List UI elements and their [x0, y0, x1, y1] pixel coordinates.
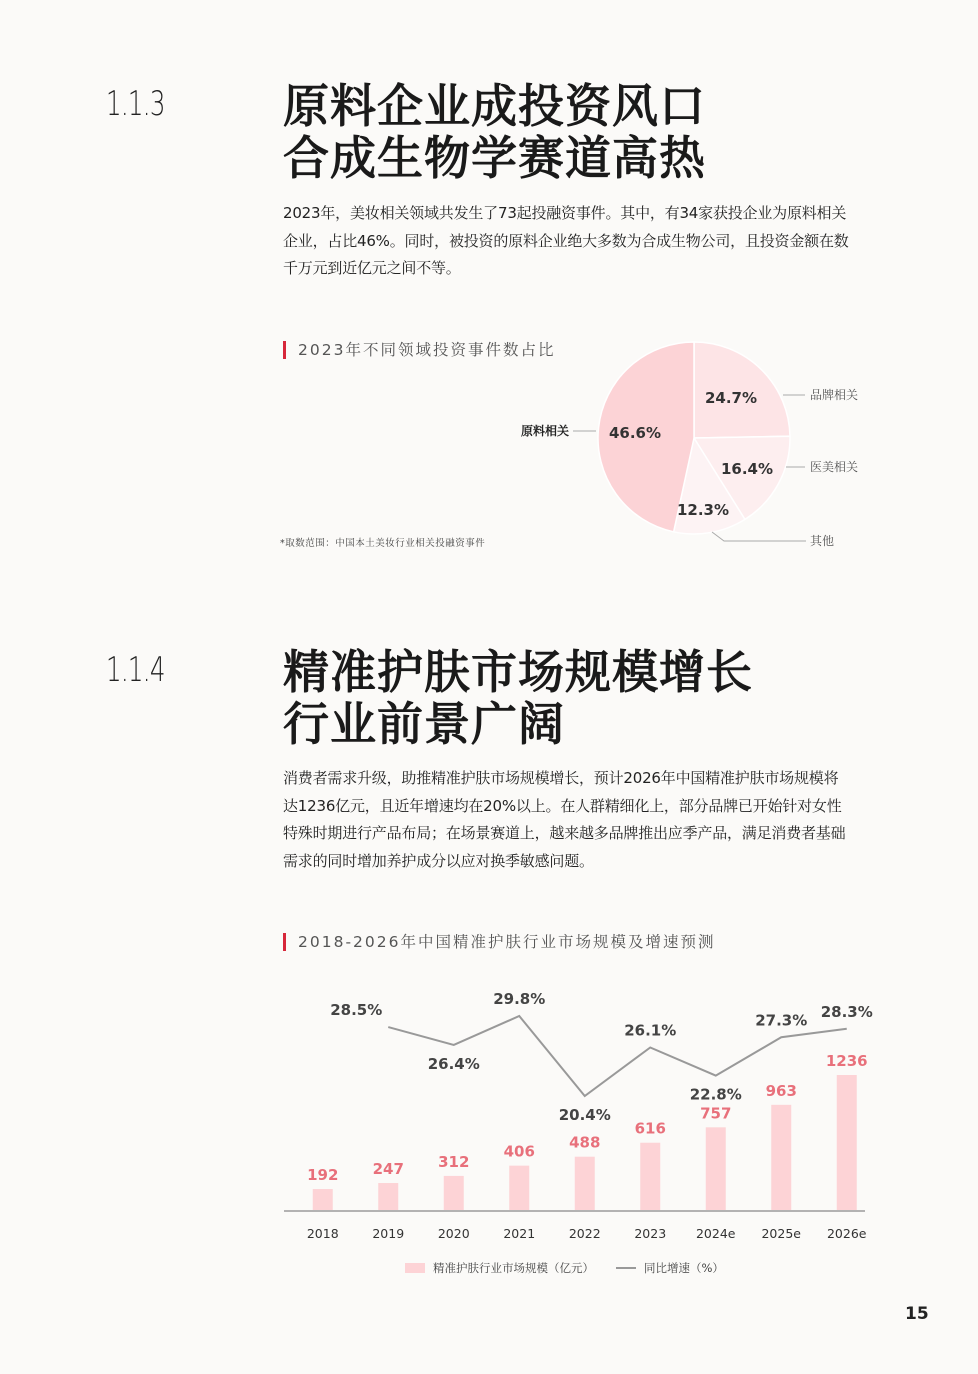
pie-footnote: *取数范围：中国本土美妆行业相关投融资事件: [280, 538, 486, 549]
bar-value-label: 312: [438, 1152, 470, 1171]
growth-value-label: 28.3%: [820, 1002, 873, 1021]
bar: [837, 1075, 857, 1210]
x-tick-label: 2018: [306, 1226, 339, 1241]
x-tick-label: 2025e: [761, 1226, 802, 1241]
legend-label-bar: 精准护肤行业市场规模（亿元）: [433, 1261, 594, 1275]
bar-value-label: 406: [503, 1142, 535, 1161]
pie-category-label: 品牌相关: [810, 388, 859, 402]
x-tick-label: 2019: [372, 1226, 405, 1241]
section-title-113: [283, 80, 706, 184]
x-tick-label: 2020: [437, 1226, 470, 1241]
section-number-114: 1.1.4: [106, 650, 165, 690]
pie-leader-line: [712, 532, 806, 541]
pie-value-label: 46.6%: [608, 424, 662, 442]
body-line: 需求的同时增加养护成分以应对换季敏感问题。: [283, 851, 594, 870]
section-title-114: [283, 646, 753, 750]
x-tick-label: 2022: [568, 1226, 601, 1241]
bar-value-label: 488: [569, 1133, 601, 1152]
body-line: 达1236亿元，且近年增速均在20%以上。在人群精细化上，部分品牌已开始针对女性: [283, 796, 842, 815]
bar: [575, 1157, 595, 1210]
bar: [313, 1189, 333, 1210]
body-line: 2023年，美妆相关领域共发生了73起投融资事件。其中，有34家获投企业为原料相关: [283, 204, 847, 222]
growth-value-label: 22.8%: [689, 1085, 742, 1104]
bar: [640, 1143, 660, 1210]
pie-value-label: 24.7%: [704, 389, 758, 407]
bar: [378, 1183, 398, 1210]
section-title-113-line2: 合成生物学赛道高热: [283, 131, 706, 185]
bar-line-chart: [270, 980, 880, 1290]
bar: [444, 1176, 464, 1210]
pie-category-label: 医美相关: [810, 460, 859, 474]
bar-chart-title: 2018-2026年中国精准护肤行业市场规模及增速预测: [283, 933, 716, 951]
bar-value-label: 757: [700, 1104, 732, 1123]
body-line: 特殊时期进行产品布局；在场景赛道上，越来越多品牌推出应季产品，满足消费者基础: [283, 824, 846, 842]
bar-value-label: 192: [307, 1166, 339, 1185]
bar: [771, 1105, 791, 1210]
pie-chart-title: 2023年不同领域投资事件数占比: [283, 341, 555, 359]
growth-value-label: 26.4%: [427, 1054, 480, 1073]
legend-label-line: 同比增速（%）: [644, 1261, 724, 1275]
pie-value-label: 12.3%: [676, 501, 730, 519]
bar-value-label: 1236: [825, 1052, 868, 1070]
section-title-113-line1: 原料企业成投资风口: [283, 79, 706, 133]
bar: [706, 1127, 726, 1210]
body-line: 消费者需求升级，助推精准护肤市场规模增长，预计2026年中国精准护肤市场规模将: [283, 769, 839, 787]
pie-value-label: 16.4%: [720, 460, 774, 478]
bar-value-label: 247: [372, 1160, 404, 1179]
body-line: 千万元到近亿元之间不等。: [283, 259, 461, 277]
section-body-114: [283, 765, 868, 875]
growth-value-label: 26.1%: [624, 1021, 677, 1040]
page-number: 15: [905, 1304, 929, 1324]
body-line: 企业，占比46%。同时，被投资的原料企业绝大多数为合成生物公司，且投资金额在数: [283, 231, 849, 250]
section-title-114-line1: 精准护肤市场规模增长: [283, 645, 753, 699]
section-number-113: 1.1.3: [106, 84, 165, 124]
x-tick-label: 2024e: [695, 1226, 736, 1241]
pie-category-label: 原料相关: [520, 424, 569, 438]
section-body-113: [283, 200, 868, 283]
x-tick-label: 2023: [634, 1226, 667, 1241]
growth-value-label: 27.3%: [755, 1011, 808, 1030]
bar-value-label: 616: [634, 1119, 666, 1138]
growth-value-label: 29.8%: [493, 990, 546, 1008]
bar-value-label: 963: [765, 1081, 797, 1100]
section-title-114-line2: 行业前景广阔: [283, 697, 565, 751]
pie-chart: [480, 330, 900, 560]
bar: [509, 1166, 529, 1210]
growth-value-label: 28.5%: [330, 1001, 383, 1020]
pie-category-label: 其他: [810, 534, 835, 548]
growth-value-label: 20.4%: [558, 1106, 611, 1124]
x-tick-label: 2026e: [826, 1226, 867, 1241]
legend-swatch-bar: [405, 1263, 425, 1273]
x-tick-label: 2021: [503, 1226, 536, 1241]
